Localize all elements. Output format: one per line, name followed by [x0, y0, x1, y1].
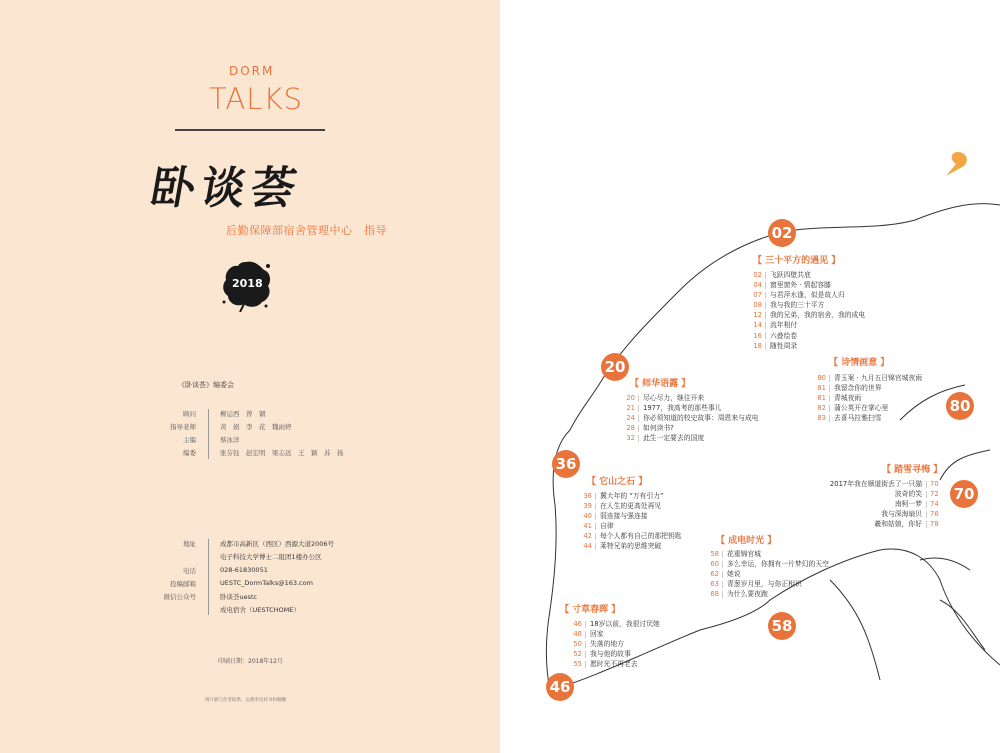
toc-item[interactable]: 81 青城夜雨: [817, 394, 862, 403]
toc-item[interactable]: 羲和姑娘，你好 78: [874, 520, 939, 529]
contact-divider: [208, 539, 209, 615]
toc-item[interactable]: 04 窗里窗外 · 情起容膝: [753, 281, 831, 290]
guidance-subtitle: 后勤保障部宿舍管理中心 指导: [226, 224, 387, 237]
toc-item[interactable]: 44 莱特兄弟的思维突破: [583, 542, 662, 551]
section-heading: 【 踏雪寻梅 】: [882, 465, 943, 475]
brand-calligraphy-title: 卧谈荟: [146, 163, 306, 214]
toc-item[interactable]: 20 尽心尽力，继往开来: [626, 394, 705, 402]
toc-item[interactable]: 02 飞跃四壁共底: [753, 271, 811, 279]
contact-value: 卧谈荟uestc: [220, 593, 258, 601]
section-heading: 【 寸草春晖 】: [560, 605, 621, 615]
committee-value: 黄 娟 李 花 魏雨婷: [220, 423, 292, 431]
page-badge: 80: [946, 392, 974, 420]
toc-item[interactable]: 18 随性周录: [753, 341, 798, 350]
toc-item[interactable]: 36 冀大年的 “万有引力”: [583, 492, 664, 500]
committee-value: 张芬钰 赵宏明 梁志远 王 颖 苏 扬: [220, 449, 344, 457]
contact-label: 微信公众号: [163, 593, 196, 601]
contact-value: 028-61830051: [220, 566, 268, 574]
toc-item[interactable]: 58 花重锦官城: [710, 550, 761, 558]
toc-item[interactable]: 21 1977，我高考的那些事儿: [626, 404, 722, 413]
toc-item[interactable]: 80 青玉案 · 九月五日锦官城夜雨: [817, 374, 923, 382]
page-badge: 46: [546, 673, 574, 701]
toc-list: [568, 619, 660, 669]
toc-item[interactable]: 波奇的笑 72: [894, 490, 939, 499]
contact-value: 成都市高新区（西区）西源大道2006号: [220, 540, 335, 548]
toc-item[interactable]: 16 六叠绘卷: [753, 331, 798, 340]
divider-line: [175, 129, 325, 131]
toc-item[interactable]: 12 我的兄弟，我的宿舍，我的成电: [753, 311, 866, 320]
toc-item[interactable]: 81 我留念你的世界: [817, 384, 882, 393]
toc-item[interactable]: 28 如何读书?: [626, 424, 674, 433]
committee-value: 柳运西 曾 锢: [220, 410, 266, 418]
toc-item[interactable]: 46 18岁以前，我很讨厌她: [573, 620, 660, 628]
section-heading: 【 师华语露 】: [630, 379, 691, 389]
toc-item[interactable]: 83 去喜马拉雅扫雪: [817, 414, 882, 423]
committee-value: 蔡冰洋: [220, 436, 240, 444]
toc-item[interactable]: 08 我与我的三十平方: [753, 301, 825, 310]
contact-value: 成电宿舍（UESTCHOME）: [220, 606, 300, 614]
committee-label: 顾问: [183, 410, 196, 418]
page-badge: 70: [950, 480, 978, 508]
contact-value: 电子科技大学博士二组团1楼办公区: [220, 553, 322, 561]
toc-item[interactable]: 50 失落的地方: [573, 640, 624, 649]
committee-title: 《卧谈荟》编委会: [178, 381, 234, 389]
year-badge: 2018: [232, 277, 263, 290]
toc-item[interactable]: 41 自律: [583, 522, 614, 531]
page-badge: 02: [768, 219, 796, 247]
toc-list: [705, 549, 829, 599]
contact-label: 投稿邮箱: [170, 580, 196, 588]
toc-list: [578, 491, 682, 552]
toc-item[interactable]: 07 与君萍水逢，似是故人归: [753, 291, 845, 300]
toc-item[interactable]: 82 蒲公英开在掌心里: [817, 404, 889, 413]
toc-list: [748, 270, 865, 351]
toc-item[interactable]: 48 回家: [573, 630, 604, 639]
toc-item[interactable]: 68 为什么要夜跑: [710, 590, 768, 599]
toc-item[interactable]: 62 她说: [710, 570, 741, 579]
toc-item[interactable]: 14 流年相付: [753, 321, 798, 330]
toc-item[interactable]: 52 我与他的故事: [573, 650, 631, 659]
logo-dorm: DORM: [229, 64, 275, 78]
logo-talks: TALKS: [209, 82, 303, 116]
toc-item[interactable]: 32 此生一定要去的国度: [626, 434, 705, 443]
toc-list: [800, 479, 944, 529]
contact-label: 电话: [183, 567, 196, 575]
section-heading: 【 成电时光 】: [716, 536, 777, 546]
print-date: 印刷日期：2018年12月: [218, 658, 283, 665]
toc-item[interactable]: 我与深海扇贝 76: [881, 510, 939, 519]
right-page: [500, 0, 1000, 753]
footnote: 图片稿与作者联系，以便奉送样书和稿酬: [205, 698, 286, 703]
page-badge: 36: [552, 450, 580, 478]
toc-item[interactable]: 南柯一梦 74: [894, 500, 939, 509]
toc-item[interactable]: 60 多么幸运，你拥有一片梦幻的天空: [710, 560, 829, 569]
toc-item[interactable]: 2017年我在顺道街丢了一只猫 70: [829, 480, 939, 488]
toc-item[interactable]: 24 你必须知道的校史故事：周恩来与成电: [626, 414, 759, 423]
committee-label: 主编: [183, 436, 196, 444]
committee-label: 指导老师: [170, 423, 196, 431]
page-badge: 58: [768, 612, 796, 640]
section-heading: 【 它山之石 】: [587, 477, 648, 487]
contact-value: UESTC_DormTalks@163.com: [220, 579, 313, 587]
toc-item[interactable]: 42 每个人都有自己的那把钥匙: [583, 532, 682, 541]
page-badge: 20: [601, 353, 629, 381]
committee-label: 编委: [183, 449, 196, 457]
toc-item[interactable]: 40 弱连接与强连接: [583, 512, 648, 521]
toc-list: [621, 393, 759, 443]
toc-item[interactable]: 55 愿时光不再老去: [573, 660, 638, 669]
toc-list: [812, 373, 922, 423]
section-heading: 【 诗情画意 】: [829, 358, 890, 368]
committee-divider: [208, 409, 209, 459]
section-heading: 【 三十平方的遇见 】: [753, 256, 841, 266]
contact-label: 地址: [183, 540, 196, 548]
ginkgo-leaf-icon: [942, 150, 972, 178]
toc-item[interactable]: 39 在人生的更高处再见: [583, 502, 662, 511]
toc-item[interactable]: 63 青葱岁月里，与你正相识: [710, 580, 802, 589]
